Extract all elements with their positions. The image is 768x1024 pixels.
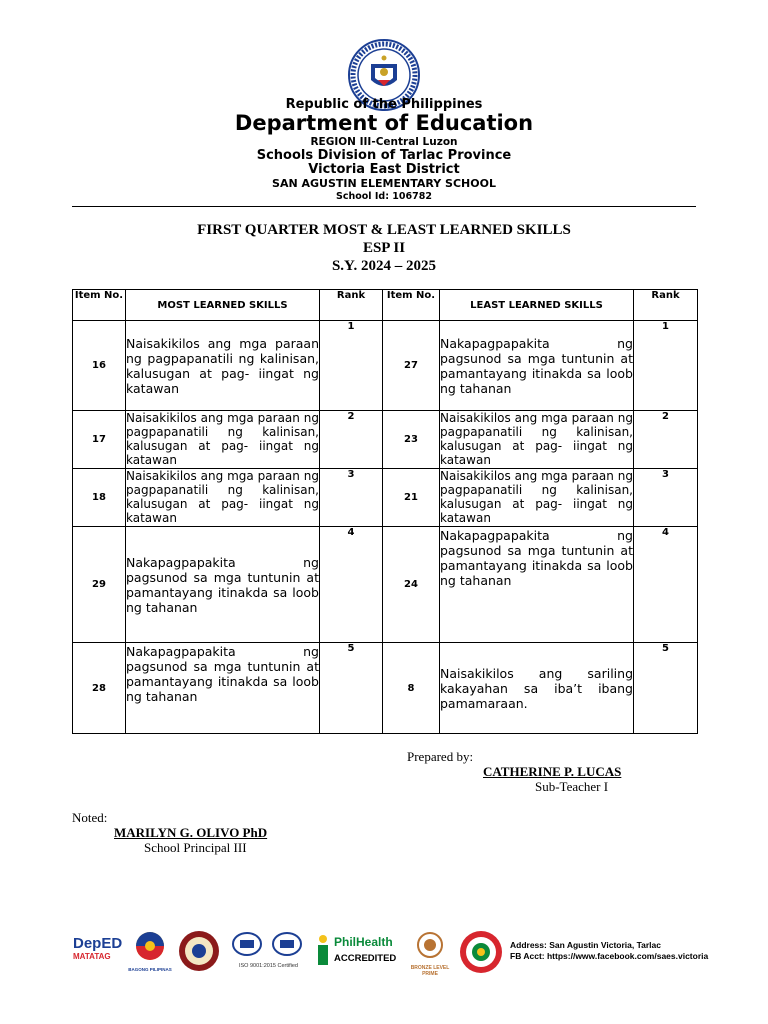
iso-certified-logo: [231, 930, 306, 970]
table-row: [73, 411, 698, 469]
most-rank: 1: [320, 321, 383, 411]
most-skill: Naisakikilos ang mga paraan ng pagpapanatili ng kalinisan, kalusugan at pag- iingat ng katawan: [126, 321, 320, 411]
division-text: Schools Division of Tarlac Province: [256, 148, 512, 163]
matatag-text: MATATAG: [73, 952, 111, 961]
noted-by-name: MARILYN G. OLIVO PhD: [114, 825, 268, 840]
bronze-level-logo: [406, 930, 454, 977]
philhealth-accredited-logo: [314, 930, 400, 970]
table-row: [73, 321, 698, 411]
header-divider: [72, 206, 696, 207]
department-title: Department of Education: [234, 111, 534, 135]
deped-matatag-logo: [73, 930, 123, 970]
least-rank: 4: [634, 527, 698, 643]
least-item-no: 8: [383, 643, 440, 734]
table-row: [73, 469, 698, 527]
most-item-no: 28: [73, 643, 126, 734]
header-item-no: Item No.: [383, 290, 440, 321]
least-item-no: 21: [383, 469, 440, 527]
header-most-learned: MOST LEARNED SKILLS: [126, 290, 320, 321]
school-seal-icon: [178, 930, 220, 972]
least-rank: 5: [634, 643, 698, 734]
fb-account-link[interactable]: FB Acct: https://www.facebook.com/saes.victoria: [510, 951, 709, 961]
report-title: FIRST QUARTER MOST & LEAST LEARNED SKILLS: [197, 222, 571, 238]
school-address: [510, 940, 708, 962]
most-skill: Naisakikilos ang mga paraan ng pagpapanatili ng kalinisan, kalusugan at pag- iingat ng katawan: [126, 411, 319, 467]
report-subject: ESP II: [362, 240, 406, 256]
least-skill: Naisakikilos ang mga paraan ng pagpapanatili ng kalinisan, kalusugan at pag- iingat ng katawan: [440, 469, 633, 525]
header-item-no: Item No.: [73, 290, 126, 321]
republic-text: Republic of the Philippines: [285, 97, 483, 112]
iso-text: ISO 9001:2015 Certified: [238, 963, 298, 969]
least-skill: Nakapagpapakita ng pagsunod sa mga tuntunin at pamantayang itinakda sa loob ng tahanan: [440, 527, 634, 643]
bronze-level-icon: [406, 930, 454, 960]
philhealth-icon: [314, 934, 332, 966]
skills-table: [72, 289, 698, 734]
most-skill: Nakapagpapakita ng pagsunod sa mga tuntunin at pamantayang itinakda sa loob ng tahanan: [126, 643, 320, 734]
iso-icon: [231, 930, 306, 958]
region-text: REGION III-Central Luzon: [310, 136, 458, 148]
deped-logo-text: DepED: [73, 935, 123, 952]
table-row: [73, 527, 698, 643]
most-rank: 3: [320, 469, 383, 527]
division-seal-icon: [459, 930, 503, 974]
accredited-text: ACCREDITED: [334, 953, 397, 964]
header-least-learned: LEAST LEARNED SKILLS: [440, 290, 634, 321]
least-item-no: 23: [383, 411, 440, 469]
noted-by-position: School Principal III: [144, 840, 247, 855]
most-item-no: 18: [73, 469, 126, 527]
bagong-pilipinas-icon: [128, 930, 172, 962]
bagong-pilipinas-text: BAGONG PILIPINAS: [128, 967, 172, 972]
table-row: [73, 643, 698, 734]
most-skill: Nakapagpapakita ng pagsunod sa mga tuntunin at pamantayang itinakda sa loob ng tahanan: [126, 527, 320, 643]
school-name: SAN AGUSTIN ELEMENTARY SCHOOL: [272, 177, 496, 190]
least-rank: 3: [634, 469, 698, 527]
prepared-by-label: Prepared by:: [407, 749, 474, 764]
most-rank: 5: [320, 643, 383, 734]
least-rank: 1: [634, 321, 698, 411]
prepared-by-name: CATHERINE P. LUCAS: [483, 764, 622, 779]
school-id: School Id: 106782: [336, 191, 432, 202]
header-rank: Rank: [320, 290, 383, 321]
philhealth-text: PhilHealth: [334, 935, 393, 949]
least-skill: Naisakikilos ang mga paraan ng pagpapanatili ng kalinisan, kalusugan at pag- iingat ng katawan: [440, 411, 633, 467]
bronze-level-text: BRONZE LEVEL PRIME: [410, 965, 450, 977]
most-item-no: 17: [73, 411, 126, 469]
bagong-pilipinas-logo: [128, 930, 172, 972]
least-item-no: 24: [383, 527, 440, 643]
table-header-row: [73, 290, 698, 321]
least-skill: Nakapagpapakita ng pagsunod sa mga tuntunin at pamantayang itinakda sa loob ng tahanan: [440, 321, 634, 411]
header-rank: Rank: [634, 290, 698, 321]
most-skill: Naisakikilos ang mga paraan ng pagpapanatili ng kalinisan, kalusugan at pag- iingat ng katawan: [126, 469, 319, 525]
most-item-no: 29: [73, 527, 126, 643]
noted-by-label: Noted:: [72, 810, 108, 825]
least-skill: Naisakikilos ang sariling kakayahan sa iba’t ibang pamamaraan.: [440, 643, 634, 734]
address-text: Address: San Agustin Victoria, Tarlac: [510, 940, 661, 950]
most-item-no: 16: [73, 321, 126, 411]
prepared-by-position: Sub-Teacher I: [535, 779, 609, 794]
most-rank: 4: [320, 527, 383, 643]
district-text: Victoria East District: [308, 162, 460, 177]
least-rank: 2: [634, 411, 698, 469]
most-rank: 2: [320, 411, 383, 469]
school-year: S.Y. 2024 – 2025: [331, 258, 437, 274]
least-item-no: 27: [383, 321, 440, 411]
